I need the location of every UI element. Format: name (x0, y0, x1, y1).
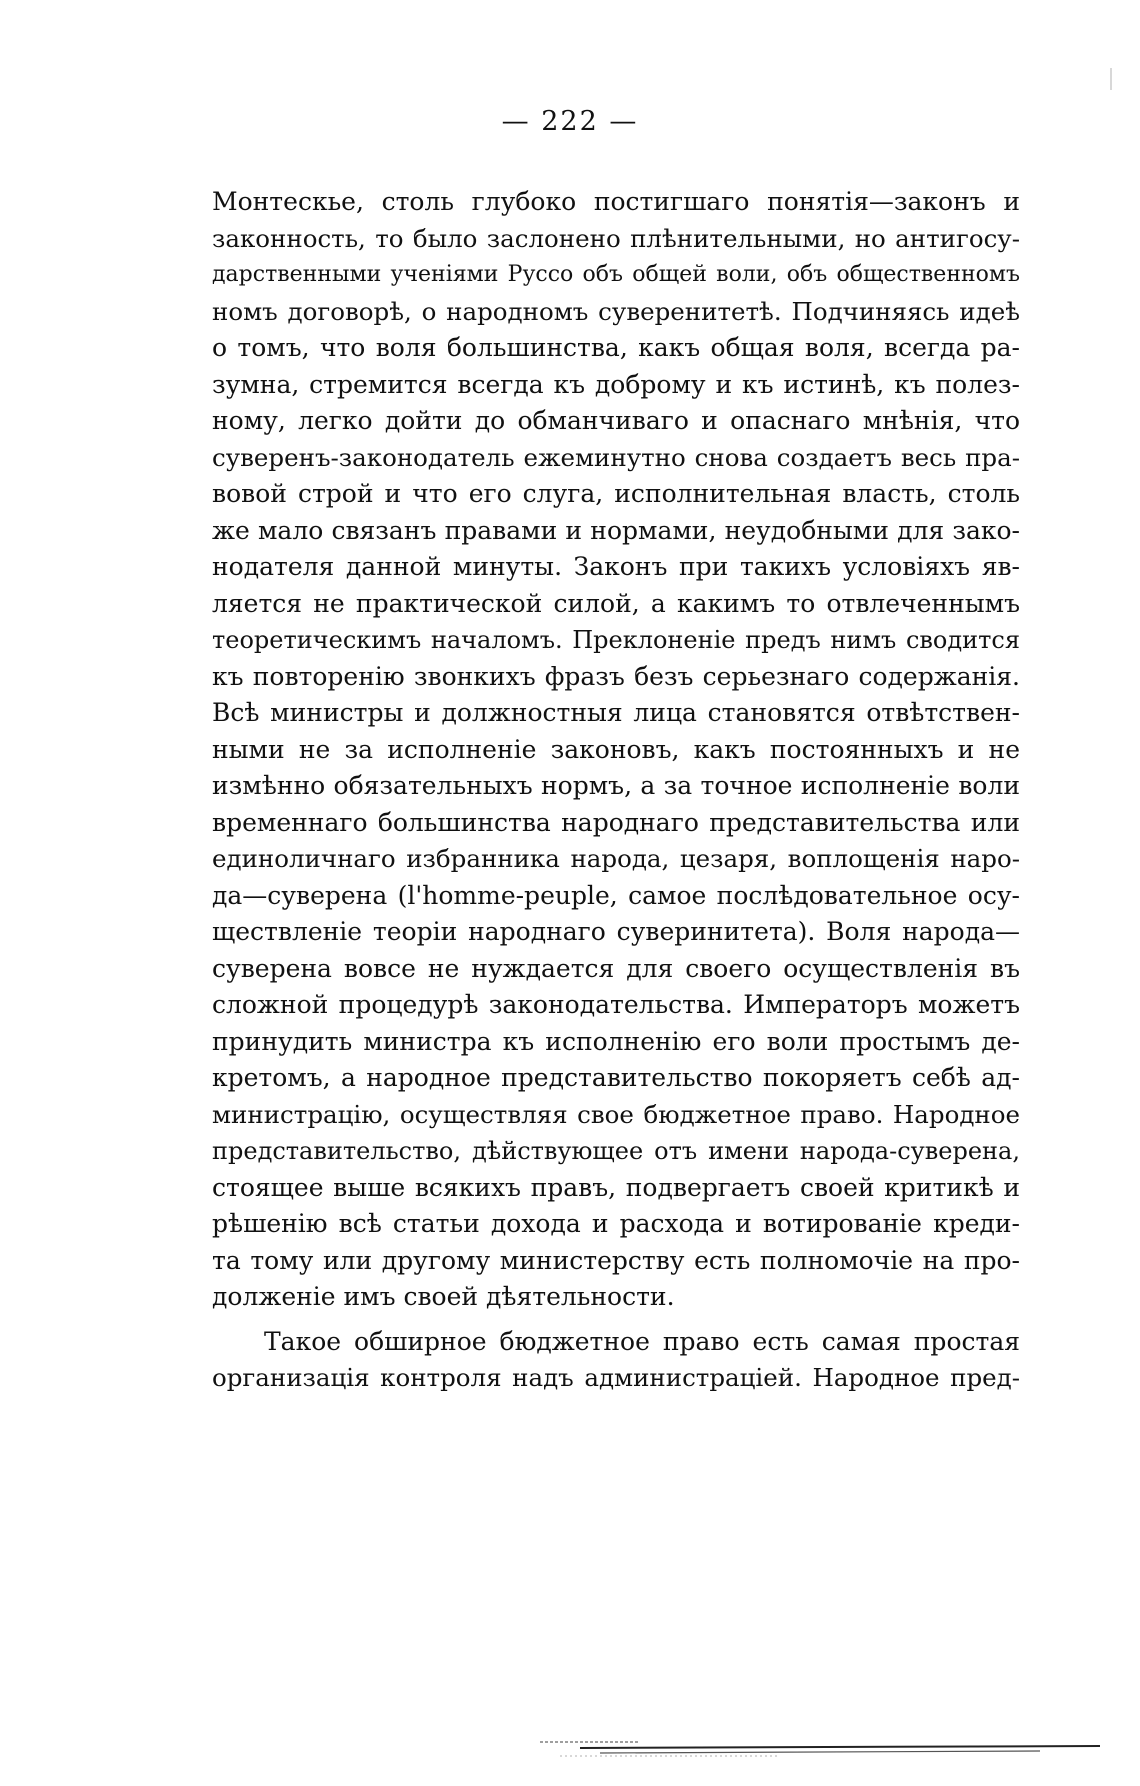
text-line: вовой строй и что его слуга, исполнительная власть, столь (212, 479, 1020, 508)
text-line: организація контроля надъ администраціей. Народное пред- (212, 1363, 1020, 1392)
text-line: номъ договорѣ, о народномъ суверенитетѣ. Подчиняясь идеѣ (212, 296, 1020, 326)
text-line: же мало связанъ правами и нормами, неудобными для зако- (212, 515, 1020, 545)
text-line: представительство, дѣйствующее отъ имени народа-суверена, (212, 1137, 1020, 1165)
text-line: о томъ, что воля большинства, какъ общая воля, всегда ра- (212, 333, 1020, 362)
text-line: Всѣ министры и должностныя лица становятся отвѣтствен- (212, 698, 1020, 727)
text-line: къ повторенію звонкихъ фразъ безъ серьезнаго содержанія. (212, 661, 1020, 691)
scan-artifact-lines (520, 1738, 1110, 1758)
text-line: суверенъ-законодатель ежеминутно снова создаетъ весь пра- (212, 442, 1020, 472)
scan-edge-mark (1110, 68, 1112, 90)
text-line: дарственными ученіями Руссо объ общей воли, объ общественномъ (212, 262, 1020, 287)
body-text (212, 184, 1020, 1397)
text-line: единоличнаго избранника народа, цезаря, воплощенія наро- (212, 844, 1020, 873)
text-line: ществленіе теоріи народнаго суверинитета). Воля народа— (212, 917, 1020, 946)
text-line: рѣшенію всѣ статьи дохода и расхода и вотированіе креди- (212, 1209, 1020, 1238)
text-line: Такое обширное бюджетное право есть самая простая (264, 1326, 1020, 1356)
text-line: зумна, стремится всегда къ доброму и къ истинѣ, къ полез- (212, 369, 1020, 399)
text-line: та тому или другому министерству есть полномочіе на про- (212, 1245, 1020, 1275)
text-line: да—суверена (l'homme-peuple, самое послѣдовательное осу- (212, 880, 1020, 910)
text-line: министрацію, осуществляя свое бюджетное право. Народное (212, 1099, 1020, 1129)
text-line: ными не за исполненіе законовъ, какъ постоянныхъ и не (212, 734, 1020, 764)
text-line: ляется не практической силой, а какимъ то отвлеченнымъ (212, 588, 1020, 618)
paragraph-gap (212, 1316, 1020, 1324)
text-line: измѣнно обязательныхъ нормъ, а за точное исполненіе воли (212, 771, 1020, 800)
text-line: временнаго большинства народнаго представительства или (212, 807, 1020, 837)
text-line: кретомъ, а народное представительство покоряетъ себѣ ад- (212, 1063, 1020, 1092)
paragraph-1 (212, 184, 1020, 1316)
text-line: стоящее выше всякихъ правъ, подвергаетъ своей критикѣ и (212, 1172, 1020, 1202)
text-line: законность, то было заслонено плѣнительными, но антигосу- (212, 223, 1020, 253)
text-line: долженіе имъ своей дѣятельности. (212, 1282, 675, 1311)
page-number: — 222 — (501, 106, 639, 137)
text-line: нодателя данной минуты. Законъ при такихъ условіяхъ яв- (212, 552, 1020, 581)
text-line: принудить министра къ исполненію его воли простымъ де- (212, 1026, 1020, 1056)
text-line: теоретическимъ началомъ. Преклоненіе предъ нимъ сводится (212, 626, 1020, 654)
text-line: сложной процедурѣ законодательства. Императоръ можетъ (212, 990, 1020, 1019)
text-line: суверена вовсе не нуждается для своего осуществленія въ (212, 953, 1020, 983)
text-line: Монтескье, столь глубоко постигшаго понятія—законъ и (212, 187, 1020, 216)
paragraph-2 (212, 1324, 1020, 1397)
text-line: ному, легко дойти до обманчиваго и опаснаго мнѣнія, что (212, 406, 1020, 435)
